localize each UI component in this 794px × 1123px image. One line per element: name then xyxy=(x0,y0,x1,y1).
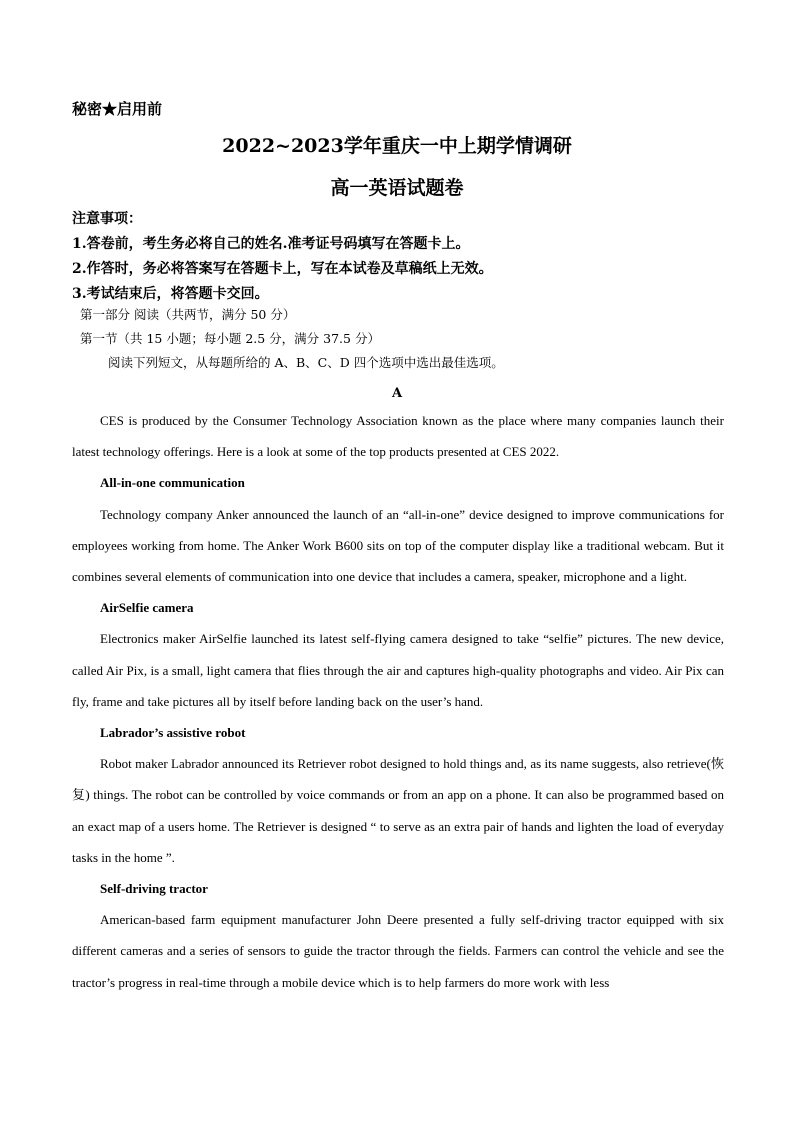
part-heading: 第一部分 阅读（共两节，满分 50 分） xyxy=(80,307,296,322)
confidential-label: 秘密★启用前 xyxy=(72,100,163,118)
note-item-2: 2.作答时，务必将答案写在答题卡上，写在本试卷及草稿纸上无效。 xyxy=(72,261,493,277)
note-item-3: 3.考试结束后，将答题卡交回。 xyxy=(72,286,269,302)
notes-heading: 注意事项： xyxy=(72,211,142,227)
section-text-4: American-based farm equipment manufacturer John Deere presented a fully self-driving tractor equipped with six different cameras and a series of sensors to guide the tractor through the fields. Farmers can control the vehicle and see the tractor’s progress in real-time through a mobile device which is to help farmers do more work with less xyxy=(72,912,724,990)
passage-intro: CES is produced by the Consumer Technology Association known as the place where many companies launch their latest technology offerings. Here is a look at some of the top products presented at CES 2022. xyxy=(72,413,724,460)
section-text-1: Technology company Anker announced the launch of an “all-in-one” device designed to improve communications for employees working from home. The Anker Work B600 sits on top of the computer display like a traditional webcam. But it combines several elements of communication into one device that includes a camera, speaker, microphone and a light. xyxy=(72,506,724,585)
section-heading: 第一节（共 15 小题；每小题 2.5 分，满分 37.5 分） xyxy=(80,331,380,346)
exam-subtitle: 高一英语试题卷 xyxy=(330,177,464,199)
section-heading-4: Self-driving tractor xyxy=(100,881,208,897)
section-heading-3: Labrador’s assistive robot xyxy=(100,725,246,741)
section-heading-2: AirSelfie camera xyxy=(100,600,194,616)
passage-letter: A xyxy=(391,386,403,401)
note-item-1: 1.答卷前，考生务必将自己的姓名.准考证号码填写在答题卡上。 xyxy=(72,236,470,252)
section-text-3: Robot maker Labrador announced its Retriever robot designed to hold things and, as its name suggests, also retrieve(恢复) things. The robot can be controlled by voice commands or from an app on a phone. It can also be programmed based on an exact map of a users home. The Retriever is designed “ to serve as an extra pair of hands and lighten the load of everyday tasks in the home ”. xyxy=(72,756,724,865)
exam-title: 2022~2023学年重庆一中上期学情调研 xyxy=(222,135,572,157)
section-text-2: Electronics maker AirSelfie launched its latest self-flying camera designed to take “selfie” pictures. The new device, called Air Pix, is a small, light camera that flies through the air and captures high-quality photographs and video. Air Pix can fly, frame and take pictures all by itself before landing back on the user’s hand. xyxy=(72,631,724,709)
passage-body xyxy=(72,405,724,998)
instructions: 阅读下列短文，从每题所给的 A、B、C、D 四个选项中选出最佳选项。 xyxy=(108,355,504,370)
section-heading-1: All-in-one communication xyxy=(100,475,245,491)
